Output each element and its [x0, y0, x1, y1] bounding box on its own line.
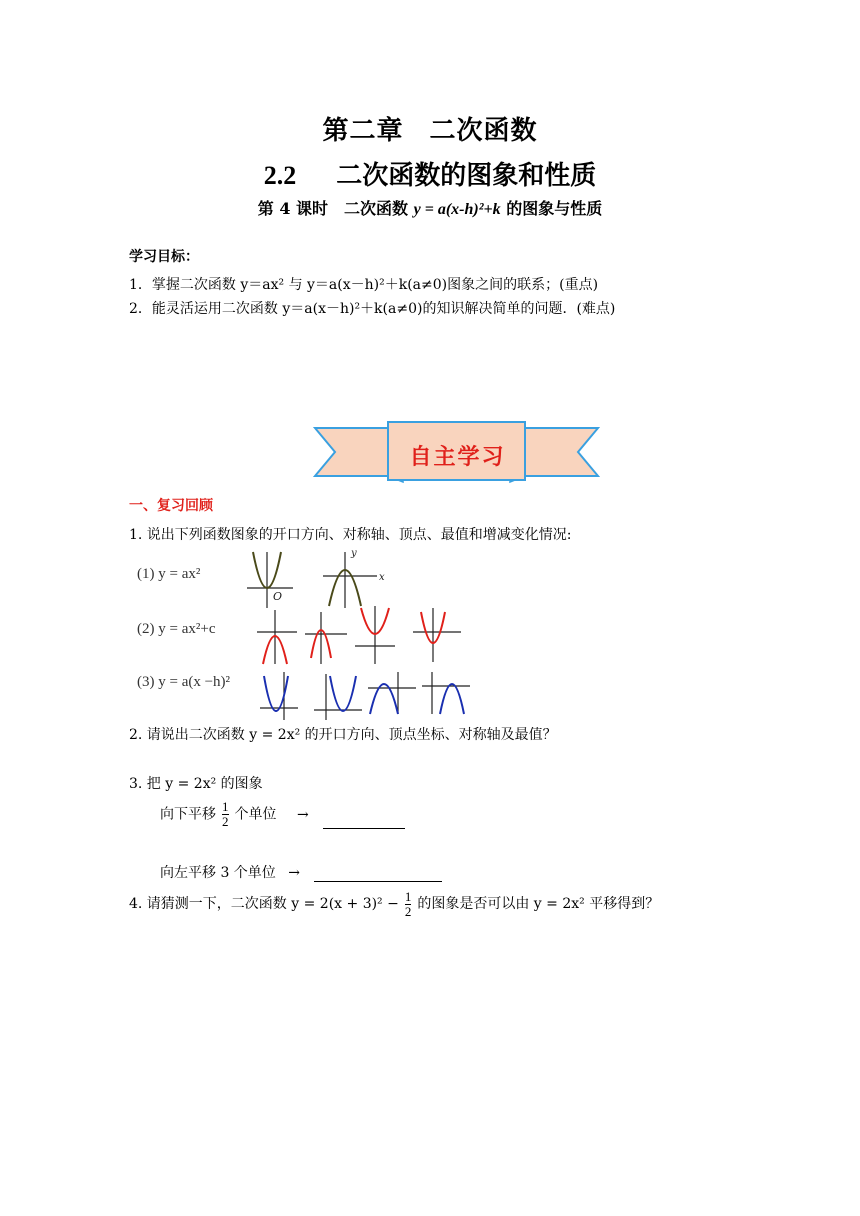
- chapter-number: 第二章: [322, 116, 404, 146]
- parabola-graph: [314, 674, 362, 720]
- parabola-graph: [257, 610, 297, 664]
- section-title: [0, 155, 860, 192]
- graph-row-2-label: (2) y = ax²+c: [137, 621, 216, 637]
- question-1: 1. 说出下列函数图象的开口方向、对称轴、顶点、最值和增减变化情况:: [129, 527, 572, 543]
- parabola-graph: [368, 672, 416, 714]
- origin-label: O: [273, 590, 283, 603]
- fraction: [222, 800, 229, 829]
- parabola-graph: [422, 672, 470, 714]
- parabola-graph: [355, 606, 395, 664]
- graph-row-1: [245, 548, 390, 610]
- lesson-suffix: 的图象与性质: [506, 199, 603, 218]
- lesson-name: 二次函数: [344, 199, 409, 218]
- chapter-title: [0, 110, 860, 147]
- section-number: 2.2: [263, 161, 297, 190]
- graph-row-3-label: (3) y = a(x −h)²: [137, 674, 231, 690]
- question-4-prefix: 4. 请猜测一下，二次函数 y = 2(x + 3)² −: [129, 896, 399, 912]
- parabola-graph: [260, 672, 298, 720]
- question-4-suffix: 的图象是否可以由 y = 2x² 平移得到？: [417, 896, 660, 912]
- fraction: [405, 890, 412, 919]
- parabola-graph: [305, 612, 347, 664]
- arrow-icon: →: [288, 865, 300, 881]
- fraction-denominator: 2: [222, 814, 229, 829]
- arrow-icon: →: [296, 806, 309, 823]
- shift-down-prefix: 向下平移: [160, 806, 216, 823]
- shift-left-row: [160, 862, 442, 882]
- axis-y-label: y: [351, 548, 357, 559]
- question-2: 2. 请说出二次函数 y = 2x² 的开口方向、顶点坐标、对称轴及最值？: [129, 727, 557, 743]
- graph-row-1-label: (1) y = ax²: [137, 566, 201, 582]
- shift-down-suffix: 个单位: [234, 806, 277, 823]
- question-3: 3. 把 y = 2x² 的图象: [129, 776, 263, 792]
- graph-row-3: [258, 670, 473, 722]
- goal-item: 1．掌握二次函数 y＝ax² 与 y＝a(x－h)²＋k(a≠0)图象之间的联系；(重点): [129, 277, 599, 293]
- parabola-graph: [413, 608, 461, 662]
- parabola-graph: [247, 552, 293, 608]
- axis-x-label: x: [379, 572, 385, 583]
- chapter-name: 二次函数: [429, 116, 538, 146]
- lesson-prefix: 第 4 课时: [257, 199, 329, 218]
- lesson-title: [0, 196, 860, 219]
- goals-heading: 学习目标：: [129, 249, 199, 265]
- answer-blank[interactable]: [323, 814, 405, 829]
- fraction-numerator: 1: [404, 889, 412, 904]
- parabola-graph: [323, 552, 377, 608]
- fraction-denominator: 2: [404, 904, 412, 919]
- banner-text: 自主学习: [409, 445, 506, 470]
- review-heading: 一、复习回顾: [129, 498, 213, 514]
- lesson-formula: y = a(x-h)²+k: [413, 201, 501, 218]
- section-name: 二次函数的图象和性质: [336, 161, 597, 191]
- fraction-numerator: 1: [222, 799, 229, 814]
- question-4: [129, 890, 659, 919]
- shift-left-text: 向左平移 3 个单位: [160, 865, 276, 881]
- answer-blank[interactable]: [314, 867, 442, 882]
- graph-row-2: [255, 604, 470, 666]
- goal-item: 2．能灵活运用二次函数 y＝a(x－h)²＋k(a≠0)的知识解决简单的问题．(难点): [129, 301, 616, 317]
- shift-down-row: [160, 800, 405, 829]
